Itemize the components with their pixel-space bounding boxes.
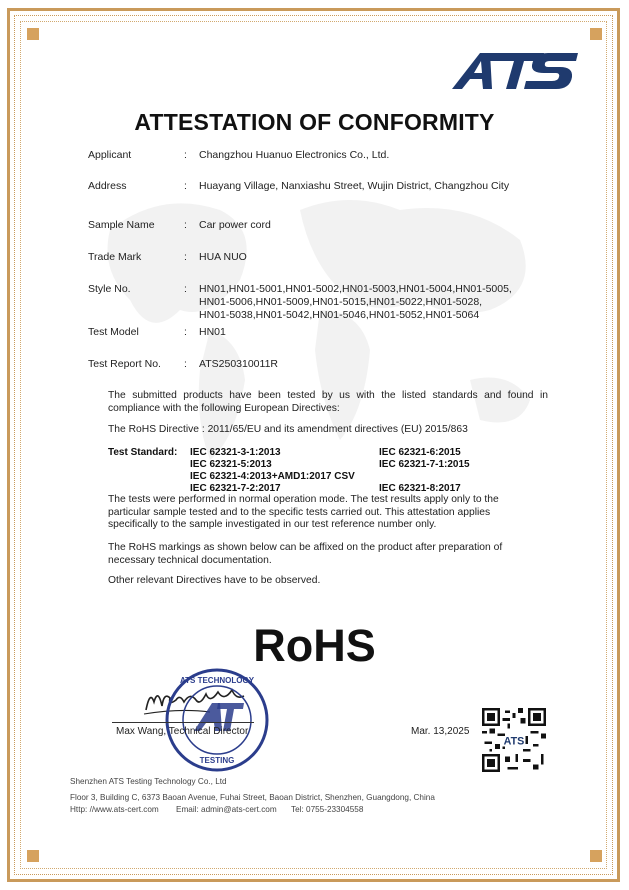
field-label: Applicant xyxy=(88,149,132,161)
field-label: Style No. xyxy=(88,283,131,295)
field-colon: : xyxy=(184,149,187,161)
field-value: ATS250310011R xyxy=(199,358,279,370)
style-line: HN01-5038,HN01-5042,HN01-5046,HN01-5052,HN01-5064 xyxy=(199,309,480,321)
corner-ornament xyxy=(27,28,39,40)
field-label: Sample Name xyxy=(88,219,155,231)
company-seal-stamp xyxy=(164,667,270,773)
field-value: HUA NUO xyxy=(199,251,247,263)
field-value: Car power cord xyxy=(199,219,271,231)
qr-code[interactable] xyxy=(482,708,546,772)
footer-company: Shenzhen ATS Testing Technology Co., Ltd xyxy=(70,777,227,786)
footer-email[interactable]: Email: admin@ats-cert.com xyxy=(176,805,277,814)
standard-item: IEC 62321-4:2013+AMD1:2017 CSV xyxy=(190,471,355,482)
corner-ornament xyxy=(590,28,602,40)
field-colon: : xyxy=(184,358,187,370)
footer-website[interactable]: Http: //www.ats-cert.com xyxy=(70,805,159,814)
corner-ornament xyxy=(27,850,39,862)
signature-line xyxy=(112,722,254,723)
field-label: Test Report No. xyxy=(88,358,161,370)
corner-ornament xyxy=(590,850,602,862)
footer-phone: Tel: 0755-23304558 xyxy=(291,805,364,814)
directive-line: The RoHS Directive : 2011/65/EU and its amendment directives (EU) 2015/863 xyxy=(108,424,468,435)
field-value: HN01 xyxy=(199,326,226,338)
signatory-name: Max Wang, Technical Director xyxy=(116,726,249,737)
field-colon: : xyxy=(184,283,187,295)
svg-text:ATS: ATS xyxy=(503,735,525,748)
field-value: Changzhou Huanuo Electronics Co., Ltd. xyxy=(199,149,390,161)
field-colon: : xyxy=(184,251,187,263)
rohs-mark: RoHS xyxy=(253,620,376,671)
style-line: HN01-5006,HN01-5009,HN01-5015,HN01-5022,HN01-5028, xyxy=(199,296,483,308)
standard-item: IEC 62321-8:2017 xyxy=(379,483,461,494)
tests-paragraph: The tests were performed in normal operation mode. The test results apply only to the particular sample tested and to the specific tests carried out. This attestation applies specifically to the sample investigated in our test reference number only. xyxy=(108,494,499,530)
standard-item: IEC 62321-7-1:2015 xyxy=(379,459,470,470)
field-colon: : xyxy=(184,326,187,338)
field-value: Huayang Village, Nanxiashu Street, Wujin District, Changzhou City xyxy=(199,180,510,192)
test-standard-label: Test Standard: xyxy=(108,447,178,458)
ats-logo xyxy=(452,49,580,93)
intro-paragraph: The submitted products have been tested by us with the listed standards and found in compliance with the following European Directives: xyxy=(108,390,548,414)
field-label: Address xyxy=(88,180,127,192)
issue-date: Mar. 13,2025 xyxy=(411,726,470,737)
document-title: ATTESTATION OF CONFORMITY xyxy=(134,109,495,135)
field-label: Test Model xyxy=(88,326,139,338)
field-colon: : xyxy=(184,180,187,192)
other-directives: Other relevant Directives have to be observed. xyxy=(108,575,321,586)
field-value xyxy=(199,283,539,322)
standard-item: IEC 62321-6:2015 xyxy=(379,447,461,458)
style-line: HN01,HN01-5001,HN01-5002,HN01-5003,HN01-5004,HN01-5005, xyxy=(199,283,512,295)
markings-paragraph: The RoHS markings as shown below can be affixed on the product after preparation of necessary technical documentation. xyxy=(108,542,503,566)
field-colon: : xyxy=(184,219,187,231)
standard-item: IEC 62321-3-1:2013 xyxy=(190,447,281,458)
footer-address: Floor 3, Building C, 6373 Baoan Avenue, Fuhai Street, Baoan District, Shenzhen, Guangdong, China xyxy=(70,793,435,802)
field-label: Trade Mark xyxy=(88,251,142,263)
standard-item: IEC 62321-7-2:2017 xyxy=(190,483,281,494)
standard-item: IEC 62321-5:2013 xyxy=(190,459,272,470)
svg-text:TESTING: TESTING xyxy=(199,756,235,765)
svg-text:ATS TECHNOLOGY: ATS TECHNOLOGY xyxy=(179,676,255,685)
